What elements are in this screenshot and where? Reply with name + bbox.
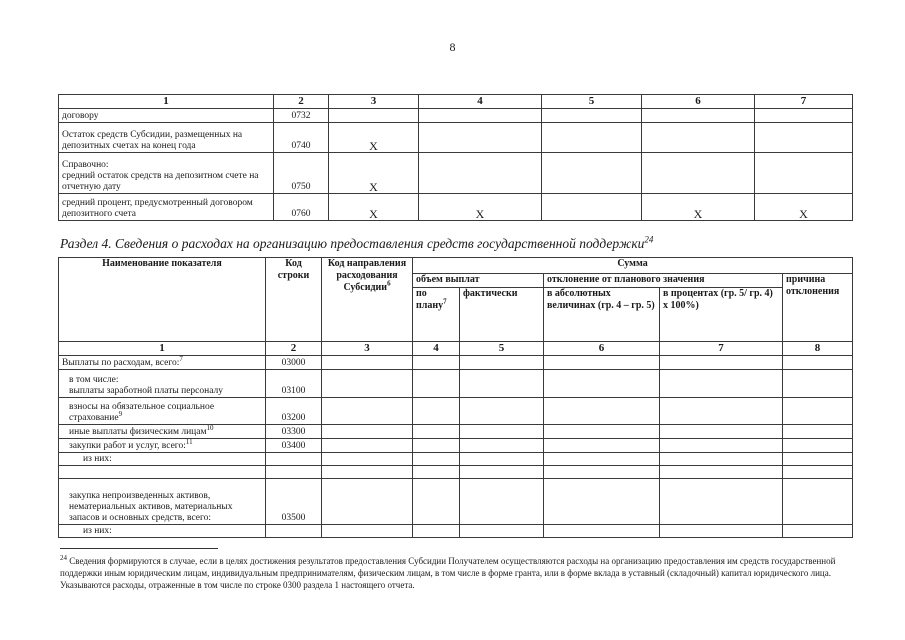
footnote: [60, 555, 850, 591]
row-code: 0732: [274, 109, 329, 123]
cell: [413, 356, 460, 370]
col-number: 7: [660, 342, 783, 356]
cell: X: [642, 194, 755, 221]
cell: [660, 439, 783, 453]
cell: [660, 479, 783, 525]
cell: [660, 356, 783, 370]
cell: [642, 123, 755, 153]
percent-header: в процентах (гр. 5/ гр. 4) х 100%): [660, 288, 783, 342]
cell: [322, 525, 413, 538]
direction-label: Код направления расходования Субсидии: [327, 258, 407, 293]
table-row: [59, 479, 853, 525]
col-header: 5: [542, 95, 642, 109]
footnote-ref: 7: [443, 297, 447, 306]
row-name: [59, 425, 266, 439]
cell: [322, 453, 413, 466]
table-header-row: [59, 95, 853, 109]
cell: [642, 109, 755, 123]
table-row: [59, 194, 853, 221]
cell: [419, 123, 542, 153]
cell: [460, 439, 544, 453]
col-header: 6: [642, 95, 755, 109]
row-name-text: Выплаты по расходам, всего:: [62, 358, 180, 368]
cell: [322, 425, 413, 439]
cell: [322, 398, 413, 425]
cell: [413, 525, 460, 538]
page-number: 8: [449, 40, 456, 54]
col-header: 3: [329, 95, 419, 109]
table-row: [59, 439, 853, 453]
section-title-text: Раздел 4. Сведения о расходах на организацию предоставления средств государственной поддержки: [60, 236, 645, 251]
actual-header: фактически: [460, 288, 544, 342]
cell: [322, 479, 413, 525]
cell: [755, 123, 853, 153]
col-number: 2: [266, 342, 322, 356]
cell: [460, 525, 544, 538]
row-code: 03500: [266, 479, 322, 525]
table-row: [59, 398, 853, 425]
cell: [542, 109, 642, 123]
cell: [460, 370, 544, 398]
plan-header: [413, 288, 460, 342]
cell: [322, 466, 413, 479]
cell: [544, 425, 660, 439]
cell: [783, 425, 853, 439]
reason-header: причина отклонения: [783, 274, 853, 342]
cell: [413, 370, 460, 398]
cell: [460, 466, 544, 479]
row-name-text: закупки работ и услуг, всего:: [69, 441, 186, 451]
col-code-header: Код строки: [266, 258, 322, 342]
col-header: 1: [59, 95, 274, 109]
table-row: [59, 525, 853, 538]
row-code: 03400: [266, 439, 322, 453]
cell: X: [755, 194, 853, 221]
cell: [460, 398, 544, 425]
row-name: из них:: [59, 525, 266, 538]
column-numbers-row: [59, 342, 853, 356]
row-name: договору: [59, 109, 274, 123]
table-row: [59, 370, 853, 398]
abs-header: в абсолютных величинах (гр. 4 – гр. 5): [544, 288, 660, 342]
cell: [660, 466, 783, 479]
cell: [460, 425, 544, 439]
footnote-ref: 11: [185, 438, 193, 446]
col-direction-header: [322, 258, 413, 342]
cell: [413, 398, 460, 425]
table-row: [59, 123, 853, 153]
header-row: [59, 258, 853, 274]
cell: [413, 425, 460, 439]
row-code: 03200: [266, 398, 322, 425]
cell: [322, 439, 413, 453]
cell: [783, 439, 853, 453]
cell: [783, 356, 853, 370]
row-name: Остаток средств Субсидии, размещенных на депозитных счетах на конец года: [59, 123, 274, 153]
cell: [544, 479, 660, 525]
cell: [544, 370, 660, 398]
row-name: [59, 398, 266, 425]
cell: [544, 466, 660, 479]
table-continued: [58, 94, 853, 221]
footnote-ref: 24: [644, 234, 654, 245]
footnote-ref: 10: [206, 424, 214, 432]
cell: [660, 525, 783, 538]
row-name: [59, 466, 266, 479]
footnote-ref: 6: [387, 279, 391, 288]
cell: [755, 153, 853, 194]
cell: [660, 398, 783, 425]
col-sum-header: Сумма: [413, 258, 853, 274]
cell: [460, 356, 544, 370]
cell: [413, 453, 460, 466]
deviation-header: отклонение от планового значения: [544, 274, 783, 288]
footnote-text: Сведения формируются в случае, если в целях достижения результатов предоставления Субсидии Получателем осуществляются расходы на организацию предоставления им средств государственной поддержки иным юридическим лицам, индивидуальным предпринимателям, физическим лицам, в том числе в форме гранта, или в форме вклада в уставный (складочный) капитал юридического лица. Указываются расходы, отраженные в том числе по строке 0300 раздела 1 настоящего отчета.: [60, 556, 836, 590]
col-number: 4: [413, 342, 460, 356]
col-number: 8: [783, 342, 853, 356]
cell: [783, 479, 853, 525]
cell: X: [329, 123, 419, 153]
cell: [329, 109, 419, 123]
cell: [783, 525, 853, 538]
cell: [542, 123, 642, 153]
row-code: 0760: [274, 194, 329, 221]
col-header: 4: [419, 95, 542, 109]
row-name: [59, 439, 266, 453]
row-name: Справочно: средний остаток средств на депозитном счете на отчетную дату: [59, 153, 274, 194]
row-code: [266, 466, 322, 479]
footnote-number: 24: [60, 554, 67, 562]
table-row: [59, 466, 853, 479]
row-code: 03000: [266, 356, 322, 370]
payments-header: объем выплат: [413, 274, 544, 288]
cell: [783, 453, 853, 466]
col-number: 3: [322, 342, 413, 356]
footnote-ref: 9: [118, 409, 123, 418]
cell: X: [419, 194, 542, 221]
table-row: [59, 356, 853, 370]
row-code: 0740: [274, 123, 329, 153]
cell: [544, 356, 660, 370]
cell: [542, 194, 642, 221]
cell: [322, 370, 413, 398]
row-code: [266, 525, 322, 538]
col-header: 7: [755, 95, 853, 109]
col-header: 2: [274, 95, 329, 109]
row-name: [59, 356, 266, 370]
cell: X: [329, 153, 419, 194]
cell: [413, 439, 460, 453]
cell: [460, 479, 544, 525]
cell: [783, 398, 853, 425]
table-row: [59, 109, 853, 123]
col-number: 5: [460, 342, 544, 356]
cell: [542, 153, 642, 194]
cell: [660, 425, 783, 439]
footnote-divider: [60, 548, 218, 549]
col-number: 1: [59, 342, 266, 356]
expenses-table: [58, 257, 853, 538]
row-name: из них:: [59, 453, 266, 466]
plan-label: по плану: [416, 288, 444, 311]
cell: [755, 109, 853, 123]
row-name: закупка непроизведенных активов, нематериальных активов, материальных запасов и основных средств, всего:: [59, 479, 266, 525]
cell: [544, 439, 660, 453]
row-code: 0750: [274, 153, 329, 194]
row-name: в том числе: выплаты заработной платы персоналу: [59, 370, 266, 398]
row-code: 03300: [266, 425, 322, 439]
cell: [783, 370, 853, 398]
cell: [322, 356, 413, 370]
row-code: [266, 453, 322, 466]
cell: [419, 153, 542, 194]
table-row: [59, 453, 853, 466]
row-code: 03100: [266, 370, 322, 398]
row-name: средний процент, предусмотренный договором депозитного счета: [59, 194, 274, 221]
table-row: [59, 425, 853, 439]
cell: [783, 466, 853, 479]
row-name-text: иные выплаты физическим лицам: [69, 427, 207, 437]
cell: [544, 525, 660, 538]
section-title: [60, 236, 653, 252]
cell: [413, 466, 460, 479]
cell: [544, 453, 660, 466]
cell: [642, 153, 755, 194]
row-name-text: взносы на обязательное социальное страхование: [69, 402, 215, 423]
cell: [460, 453, 544, 466]
cell: X: [329, 194, 419, 221]
table-row: [59, 153, 853, 194]
cell: [419, 109, 542, 123]
footnote-ref: 7: [179, 355, 183, 363]
cell: [544, 398, 660, 425]
col-number: 6: [544, 342, 660, 356]
cell: [413, 479, 460, 525]
cell: [660, 370, 783, 398]
cell: [660, 453, 783, 466]
col-name-header: Наименование показателя: [59, 258, 266, 342]
